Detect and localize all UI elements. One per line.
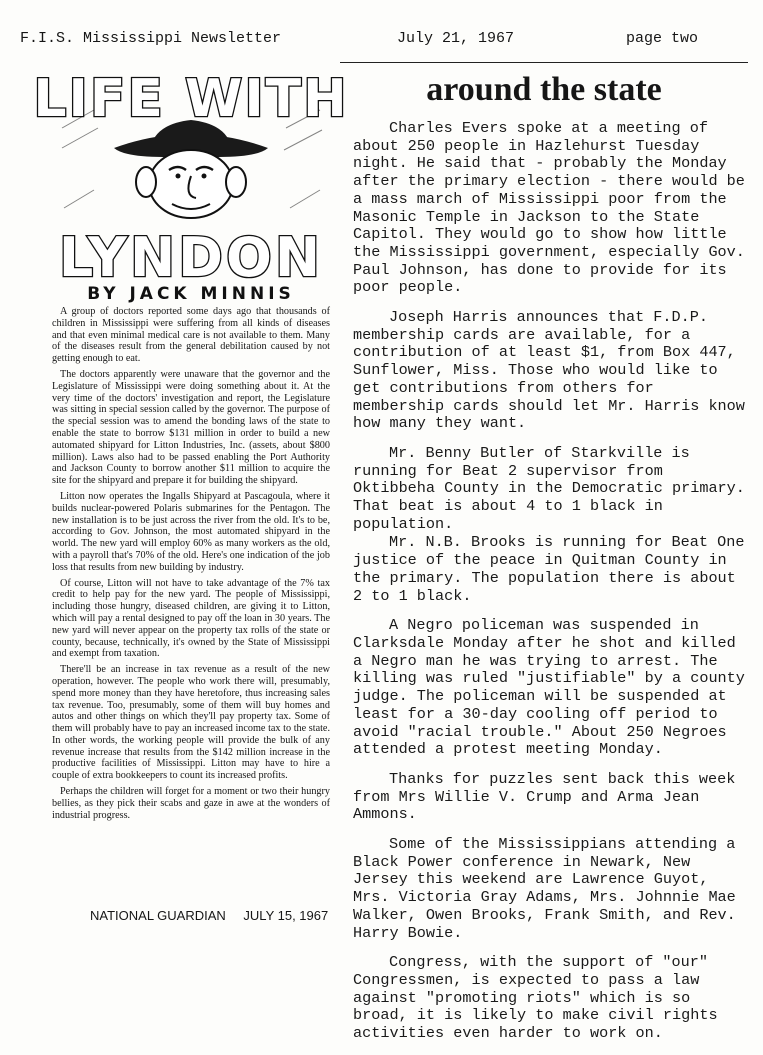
news-item: Charles Evers spoke at a meeting of about 250 people in Hazlehurst Tuesday night. He said that - probably the Monday after the primary election - there would be a mass march of Mississippi poor from the Masonic Temple in Jackson to the State Capitol. They would go to show how little the Mississippi government, especially Gov. Paul Johnson, has done to provide for its poor people. [353, 119, 745, 297]
issue-date: July 21, 1967 [397, 30, 515, 47]
clipping-source [90, 908, 390, 923]
section-article [353, 120, 748, 1055]
clipping-paragraph: The doctors apparently were unaware that the governor and the Legislature of Mississippi were doing something about it. At the very time of the doctors' investigation and report, the Legislature was sitting in special session called by the governor. The purpose of the special session was to amend the bonding laws of the state to enable the state to borrow $131 million in order to build a new automated shipyard for Litton Industries, Inc. (assets, about $800 million). Laws also had to be passed enabling the Port Authority and Jackson County to borrow another $11 million to acquire the site for the shipyard and prepare it for building the shipyard. [52, 368, 330, 487]
section-headline: around the state [426, 71, 662, 108]
clipping-paragraph: Of course, Litton will not have to take advantage of the 7% tax credit to help pay for the new yard. The people of Mississippi, including those hungry, diseased children, are giving it to Litton, which will pay a rental designed to pay off the loan in 30 years. The new yard will never appear on the property tax rolls of the state or county, because, technically, it's owned by the State of Mississippi and exempt from taxation. [52, 577, 330, 660]
news-item: Thanks for puzzles sent back this week from Mrs Willie V. Crump and Arma Jean Ammons. [353, 769, 736, 824]
news-item: Mr. N.B. Brooks is running for Beat One justice of the peace in Quitman County in the primary. The population there is about 2 to 1 black. [353, 533, 745, 605]
clipping-paragraph: A group of doctors reported some days ago that thousands of children in Mississippi were suffering from all kinds of diseases and that even minimal medical care is not available to them. Many of the diseases result from the general debilitation caused by not getting enough to eat. [52, 306, 330, 365]
news-item: Joseph Harris announces that F.D.P. membership cards are available, for a contribution of at least $1, from Box 447, Sunflower, Miss. Those who would like to get contributions from others for membership cards should let Mr. Harris know how many they want. [353, 308, 745, 433]
clipping-paragraph: Perhaps the children will forget for a moment or two their hungry bellies, as they pick their scabs and gaze in awe at the wonders of industrial progress. [52, 786, 330, 821]
source-date: JULY 15, 1967 [243, 908, 329, 923]
cartoon-byline: BY JACK MINNIS [87, 284, 295, 304]
clipping-article [52, 306, 330, 825]
clipping-paragraph: There'll be an increase in tax revenue as a result of the new operation, however. The people who work there will, presumably, spend more money than they have heretofore, thus increasing sales tax revenue. Too, presumably, some of them will buy homes and autos and other things on which they'll pay property tax. Some of them will probably have to pay an increased income tax to the state. In other words, the working people will provide the bulk of any revenue increase that results from the $142 million increase in the productive facilities of Mississippi. Litton may have to hire a couple of extra bookkeepers to count its increased profits. [52, 664, 330, 782]
cartoon-lbj-illustration [33, 58, 349, 289]
page-number: page two [626, 30, 699, 47]
page-header [0, 0, 763, 62]
news-item: Some of the Mississippians attending a Black Power conference in Newark, New Jersey this weekend are Lawrence Guyot, Mrs. Victoria Gray Adams, Mrs. Johnnie Mae Walker, Owen Brooks, Frank Smith, and Rev. Harry Bowie. [353, 835, 736, 942]
cartoon-title-top: LIFE WITH [33, 69, 349, 129]
cartoon-title-bottom: LYNDON [58, 226, 324, 289]
news-item: Congress, with the support of "our" Congressmen, is expected to pass a law against "promoting riots" which is so broad, it is likely to make civil rights activities even harder to work on. [353, 953, 718, 1043]
news-item: A Negro policeman was suspended in Clarksdale Monday after he shot and killed a Negro man he was trying to arrest. The killing was ruled "justifiable" by a county judge. The policeman will be suspended at least for a 30-day cooling off period to avoid "racial trouble." About 250 Negroes attended a protest meeting Monday. [353, 616, 745, 759]
source-name: NATIONAL GUARDIAN [90, 908, 226, 923]
clipping-paragraph: Litton now operates the Ingalls Shipyard at Pascagoula, where it builds nuclear-powered Polaris submarines for the Pentagon. The new installation is to be just across the river from the old. It's to be, according to Gov. Johnson, the most automated shipyard in the world. The new yard will employ 60% as many workers as the old, with a payroll that's 70% of the old. Here's one indication of the job loss that results from new building by industry. [52, 490, 330, 573]
newspaper-clipping [33, 56, 349, 990]
news-item: Mr. Benny Butler of Starkville is running for Beat 2 supervisor from Oktibbeha County in the Democratic primary. That beat is about 4 to 1 black in population. [353, 443, 745, 533]
newsletter-title: F.I.S. Mississippi Newsletter [20, 30, 282, 47]
header-rule [340, 62, 748, 63]
